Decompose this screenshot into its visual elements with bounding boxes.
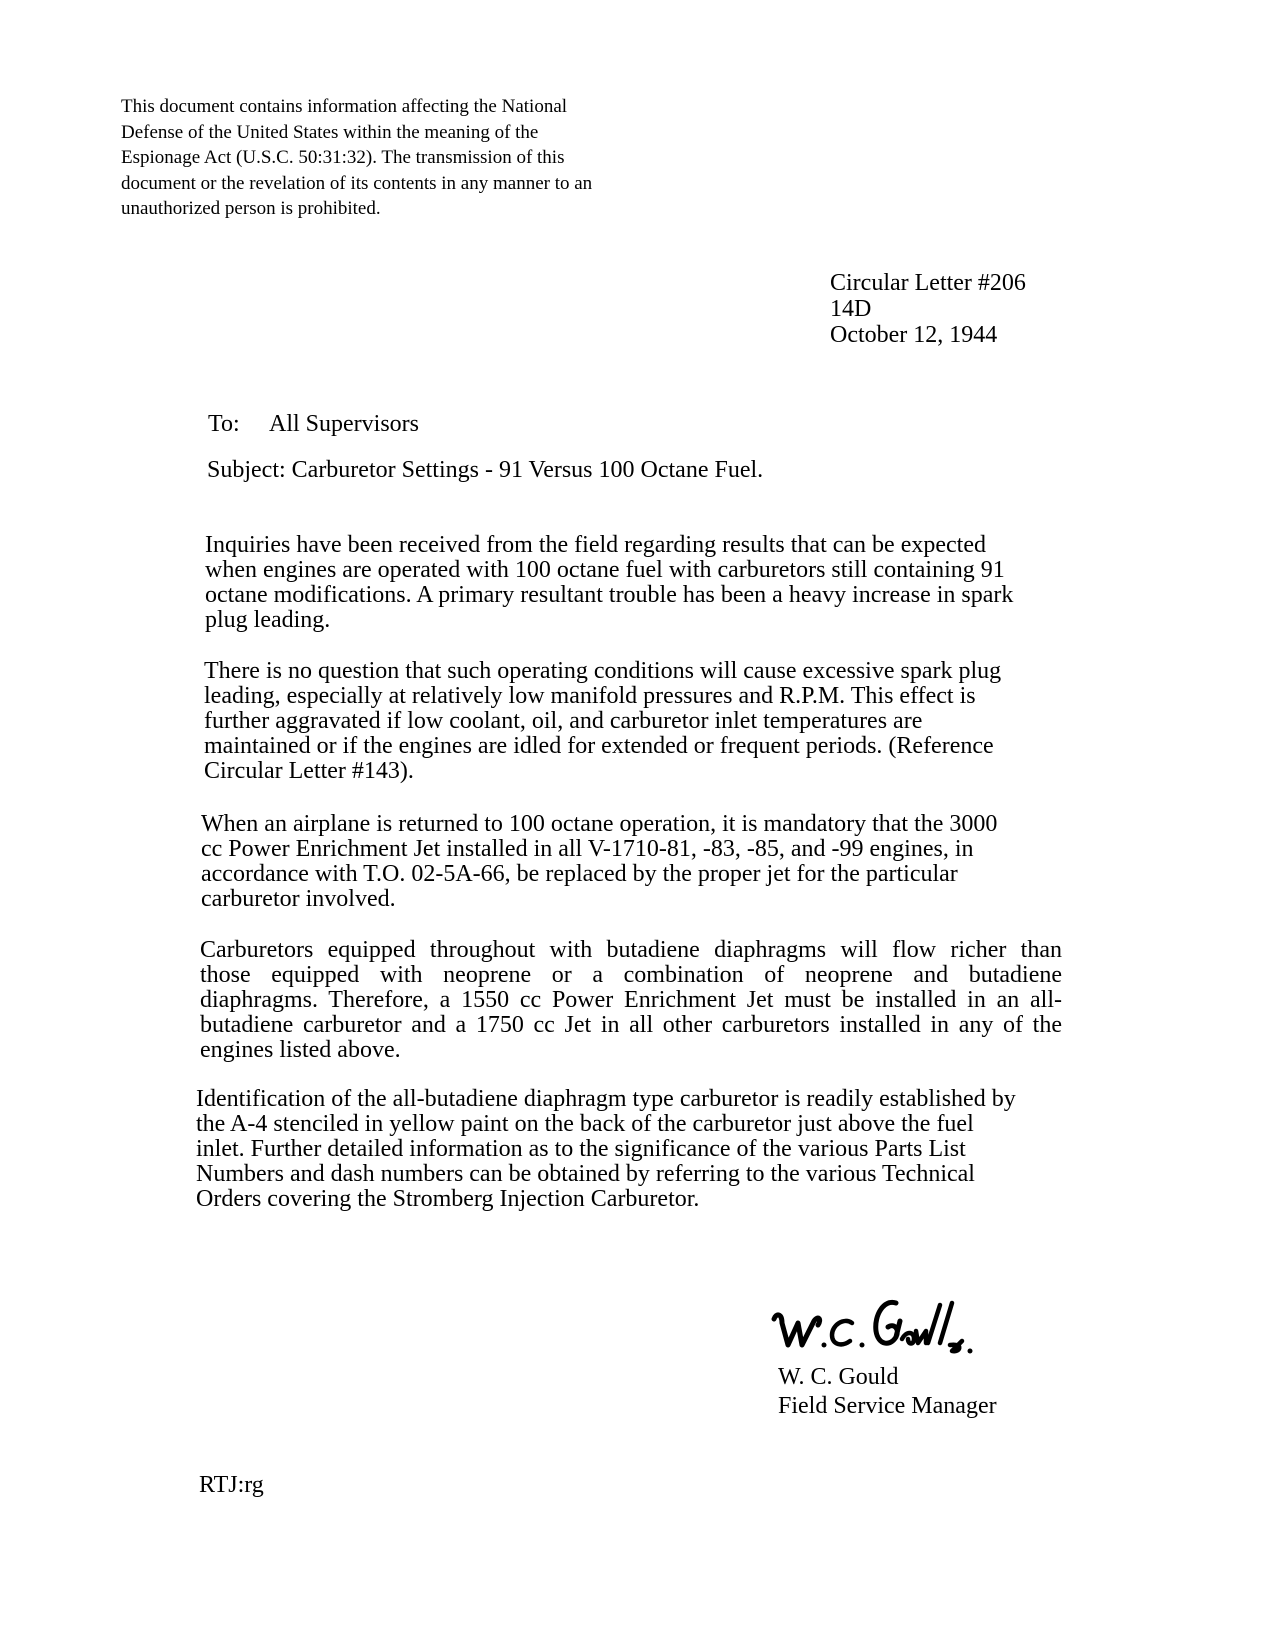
notice-line: Defense of the United States within the meaning of the [121,121,539,143]
body-paragraph [201,812,997,912]
letter-number: Circular Letter #206 [830,270,1026,296]
subject-line: Subject: Carburetor Settings - 91 Versus 100 Octane Fuel. [207,457,764,483]
typist-initials: RTJ:rg [199,1472,264,1498]
paragraph-line: octane modifications. A primary resultant trouble has been a heavy increase in spark [205,582,1014,608]
paragraph-line: Orders covering the Stromberg Injection Carburetor. [196,1186,700,1212]
handwritten-signature [768,1295,988,1365]
paragraph-line: Numbers and dash numbers can be obtained by referring to the various Technical [196,1161,975,1187]
paragraph-line: leading, especially at relatively low manifold pressures and R.P.M. This effect is [204,683,976,709]
signer-title: Field Service Manager [778,1393,997,1419]
paragraph-line: There is no question that such operating conditions will cause excessive spark plug [204,658,1002,684]
paragraph-line: diaphragms. Therefore, a 1550 cc Power Enrichment Jet must be installed in an all- [200,987,1062,1013]
paragraph-line: Identification of the all-butadiene diaphragm type carburetor is readily established by [196,1086,1016,1112]
paragraph-line: those equipped with neoprene or a combination of neoprene and butadiene [200,962,1062,988]
body-paragraph [204,659,1001,784]
to-label: To: [208,411,240,437]
to-value: All Supervisors [269,411,419,437]
paragraph-line: When an airplane is returned to 100 octane operation, it is mandatory that the 3000 [201,811,998,837]
letter-code: 14D [830,296,872,322]
recipient-line [208,410,419,438]
body-paragraph [196,1087,1016,1212]
paragraph-line: Inquiries have been received from the field regarding results that can be expected [205,532,986,558]
signature-block [778,1363,997,1421]
notice-line: Espionage Act (U.S.C. 50:31:32). The transmission of this [121,147,565,168]
paragraph-line: carburetor involved. [201,886,396,912]
paragraph-line: when engines are operated with 100 octane fuel with carburetors still containing 91 [205,557,1005,583]
notice-line: document or the revelation of its contents in any manner to an [121,172,593,194]
paragraph-line: maintained or if the engines are idled for extended or frequent periods. (Reference [204,733,994,759]
paragraph-line: cc Power Enrichment Jet installed in all V-1710-81, -83, -85, and -99 engines, in [201,836,974,862]
body-paragraph [205,533,1013,633]
signer-name: W. C. Gould [778,1364,899,1390]
paragraph-line: the A-4 stenciled in yellow paint on the back of the carburetor just above the fuel [196,1111,974,1137]
paragraph-line: Carburetors equipped throughout with butadiene diaphragms will flow richer than [200,937,1062,963]
body-paragraph [200,938,1062,1063]
paragraph-line: inlet. Further detailed information as to the significance of the various Parts List [196,1136,966,1162]
notice-line: This document contains information affecting the National [121,96,568,117]
paragraph-line: butadiene carburetor and a 1750 cc Jet in all other carburetors installed in any of the [200,1012,1062,1038]
security-notice [121,94,661,222]
paragraph-line: plug leading. [205,607,331,633]
paragraph-line: engines listed above. [200,1037,401,1063]
letter-header [830,270,1026,348]
letter-date: October 12, 1944 [830,322,998,348]
paragraph-line: accordance with T.O. 02-5A-66, be replaced by the proper jet for the particular [201,861,958,887]
notice-line: unauthorized person is prohibited. [121,198,381,219]
paragraph-line: further aggravated if low coolant, oil, and carburetor inlet temperatures are [204,708,923,734]
paragraph-line: Circular Letter #143). [204,758,414,784]
